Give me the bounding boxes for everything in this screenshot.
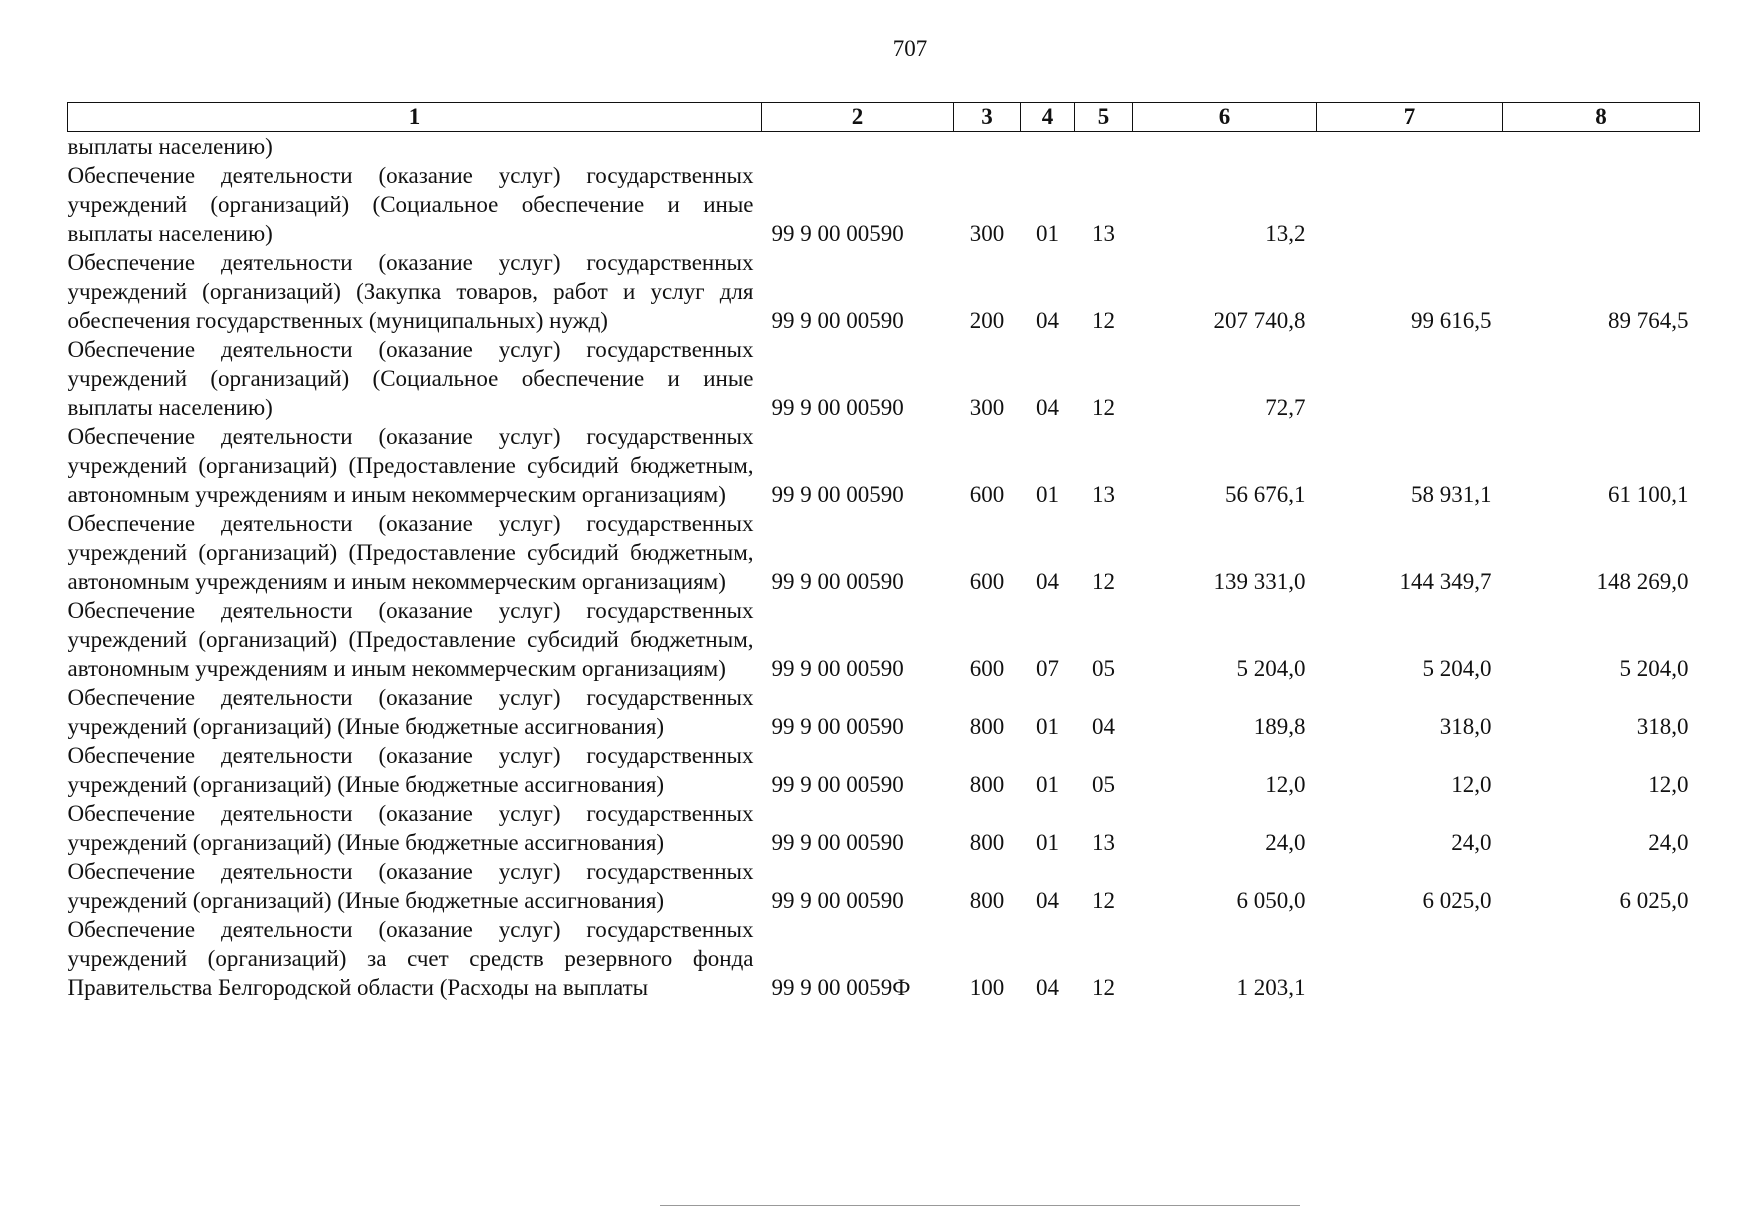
row-value-col6: 139 331,0 bbox=[1213, 569, 1306, 594]
row-target-code: 99 9 00 00590 bbox=[771, 656, 904, 681]
row-subsection bbox=[1075, 132, 1133, 162]
row-value-col8: 12,0 bbox=[1648, 772, 1689, 797]
row-value-col8: 5 204,0 bbox=[1619, 656, 1689, 681]
table-row bbox=[68, 741, 1700, 799]
row-section bbox=[1021, 132, 1075, 162]
row-subsection: 12 bbox=[1092, 888, 1115, 913]
row-expense-type: 600 bbox=[969, 482, 1005, 507]
row-section: 07 bbox=[1036, 656, 1059, 681]
header-col-5: 5 bbox=[1075, 103, 1133, 132]
row-value-col7: 58 931,1 bbox=[1411, 482, 1492, 507]
row-value-col7: 24,0 bbox=[1451, 830, 1492, 855]
row-value-col7: 12,0 bbox=[1451, 772, 1492, 797]
row-subsection: 13 bbox=[1092, 830, 1115, 855]
row-name: Обеспечение деятельности (оказание услуг) государственных учреждений (организаций) (Предоставление субсидий бюджетным, автономным учреждениям и иным некоммерческим организациям) bbox=[67, 511, 754, 594]
header-col-6: 6 bbox=[1133, 103, 1317, 132]
row-expense-type: 800 bbox=[969, 714, 1005, 739]
row-section: 04 bbox=[1036, 395, 1059, 420]
row-value-col7: 318,0 bbox=[1439, 714, 1492, 739]
row-value-col8 bbox=[1503, 161, 1700, 248]
row-target-code: 99 9 00 00590 bbox=[771, 569, 904, 594]
table-row bbox=[68, 799, 1700, 857]
row-expense-type: 600 bbox=[969, 569, 1005, 594]
row-value-col8 bbox=[1503, 132, 1700, 162]
row-value-col6: 189,8 bbox=[1253, 714, 1306, 739]
row-section: 01 bbox=[1036, 482, 1059, 507]
row-target-code: 99 9 00 00590 bbox=[771, 221, 904, 246]
table-row bbox=[68, 857, 1700, 915]
row-value-col6: 13,2 bbox=[1265, 221, 1306, 246]
row-name: Обеспечение деятельности (оказание услуг) государственных учреждений (организаций) (Иные бюджетные ассигнования) bbox=[67, 859, 754, 913]
row-subsection: 04 bbox=[1092, 714, 1115, 739]
row-target-code: 99 9 00 00590 bbox=[771, 308, 904, 333]
table-row bbox=[68, 509, 1700, 596]
row-subsection: 12 bbox=[1092, 569, 1115, 594]
row-value-col6 bbox=[1133, 132, 1317, 162]
row-name: выплаты населению) bbox=[67, 134, 273, 159]
row-value-col6: 72,7 bbox=[1265, 395, 1306, 420]
row-value-col7 bbox=[1317, 161, 1503, 248]
row-target-code bbox=[762, 132, 954, 162]
header-col-3: 3 bbox=[954, 103, 1021, 132]
row-section: 01 bbox=[1036, 221, 1059, 246]
row-name: Обеспечение деятельности (оказание услуг) государственных учреждений (организаций) (Социальное обеспечение и иные выплаты населению) bbox=[67, 163, 754, 246]
row-name: Обеспечение деятельности (оказание услуг) государственных учреждений (организаций) (Социальное обеспечение и иные выплаты населению) bbox=[67, 337, 754, 420]
row-value-col8: 61 100,1 bbox=[1608, 482, 1689, 507]
row-name: Обеспечение деятельности (оказание услуг) государственных учреждений (организаций) за счет средств резервного фонда Правительства Белгородской области (Расходы на выплаты bbox=[67, 917, 754, 1000]
table-row bbox=[68, 335, 1700, 422]
budget-table bbox=[67, 102, 1700, 1002]
row-value-col7 bbox=[1317, 132, 1503, 162]
row-value-col6: 56 676,1 bbox=[1225, 482, 1306, 507]
row-value-col8: 24,0 bbox=[1648, 830, 1689, 855]
page-number: 707 bbox=[892, 36, 928, 61]
row-value-col7 bbox=[1317, 335, 1503, 422]
header-col-1: 1 bbox=[68, 103, 762, 132]
row-section: 04 bbox=[1036, 975, 1059, 1000]
row-subsection: 13 bbox=[1092, 482, 1115, 507]
row-name: Обеспечение деятельности (оказание услуг) государственных учреждений (организаций) (Предоставление субсидий бюджетным, автономным учреждениям и иным некоммерческим организациям) bbox=[67, 424, 754, 507]
row-expense-type: 200 bbox=[969, 308, 1005, 333]
row-target-code: 99 9 00 00590 bbox=[771, 772, 904, 797]
row-subsection: 12 bbox=[1092, 308, 1115, 333]
row-section: 01 bbox=[1036, 772, 1059, 797]
row-name: Обеспечение деятельности (оказание услуг) государственных учреждений (организаций) (Закупка товаров, работ и услуг для обеспечения государственных (муниципальных) нужд) bbox=[67, 250, 754, 333]
row-value-col8: 6 025,0 bbox=[1619, 888, 1689, 913]
row-expense-type: 100 bbox=[969, 975, 1005, 1000]
row-value-col7: 6 025,0 bbox=[1422, 888, 1492, 913]
row-target-code: 99 9 00 00590 bbox=[771, 714, 904, 739]
header-col-4: 4 bbox=[1021, 103, 1075, 132]
row-value-col7: 99 616,5 bbox=[1411, 308, 1492, 333]
row-target-code: 99 9 00 00590 bbox=[771, 830, 904, 855]
row-expense-type: 800 bbox=[969, 772, 1005, 797]
row-expense-type: 600 bbox=[969, 656, 1005, 681]
row-value-col6: 12,0 bbox=[1265, 772, 1306, 797]
row-target-code: 99 9 00 0059Ф bbox=[771, 975, 911, 1000]
row-value-col8: 318,0 bbox=[1636, 714, 1689, 739]
table-row bbox=[68, 161, 1700, 248]
row-target-code: 99 9 00 00590 bbox=[771, 482, 904, 507]
row-subsection: 12 bbox=[1092, 395, 1115, 420]
table-header-row bbox=[68, 103, 1700, 132]
row-value-col7: 5 204,0 bbox=[1422, 656, 1492, 681]
table-row bbox=[68, 248, 1700, 335]
row-target-code: 99 9 00 00590 bbox=[771, 395, 904, 420]
row-subsection: 13 bbox=[1092, 221, 1115, 246]
row-name: Обеспечение деятельности (оказание услуг) государственных учреждений (организаций) (Иные бюджетные ассигнования) bbox=[67, 801, 754, 855]
row-name: Обеспечение деятельности (оказание услуг) государственных учреждений (организаций) (Иные бюджетные ассигнования) bbox=[67, 685, 754, 739]
row-expense-type bbox=[954, 132, 1021, 162]
row-value-col6: 6 050,0 bbox=[1236, 888, 1306, 913]
row-section: 01 bbox=[1036, 830, 1059, 855]
row-value-col8 bbox=[1503, 335, 1700, 422]
row-value-col6: 5 204,0 bbox=[1236, 656, 1306, 681]
table-row bbox=[68, 683, 1700, 741]
row-section: 01 bbox=[1036, 714, 1059, 739]
header-col-7: 7 bbox=[1317, 103, 1503, 132]
table-row bbox=[68, 422, 1700, 509]
row-subsection: 05 bbox=[1092, 772, 1115, 797]
row-section: 04 bbox=[1036, 569, 1059, 594]
row-value-col7 bbox=[1317, 915, 1503, 1002]
row-value-col8 bbox=[1503, 915, 1700, 1002]
header-col-2: 2 bbox=[762, 103, 954, 132]
row-section: 04 bbox=[1036, 308, 1059, 333]
row-value-col6: 24,0 bbox=[1265, 830, 1306, 855]
row-value-col6: 207 740,8 bbox=[1213, 308, 1306, 333]
row-value-col8: 148 269,0 bbox=[1596, 569, 1689, 594]
row-subsection: 05 bbox=[1092, 656, 1115, 681]
row-section: 04 bbox=[1036, 888, 1059, 913]
row-expense-type: 800 bbox=[969, 830, 1005, 855]
table-row bbox=[68, 132, 1700, 162]
row-expense-type: 300 bbox=[969, 395, 1005, 420]
row-target-code: 99 9 00 00590 bbox=[771, 888, 904, 913]
row-subsection: 12 bbox=[1092, 975, 1115, 1000]
row-value-col8: 89 764,5 bbox=[1608, 308, 1689, 333]
table-row bbox=[68, 915, 1700, 1002]
row-expense-type: 800 bbox=[969, 888, 1005, 913]
row-expense-type: 300 bbox=[969, 221, 1005, 246]
table-row bbox=[68, 596, 1700, 683]
row-value-col7: 144 349,7 bbox=[1399, 569, 1492, 594]
header-col-8: 8 bbox=[1503, 103, 1700, 132]
row-name: Обеспечение деятельности (оказание услуг) государственных учреждений (организаций) (Предоставление субсидий бюджетным, автономным учреждениям и иным некоммерческим организациям) bbox=[67, 598, 754, 681]
row-name: Обеспечение деятельности (оказание услуг) государственных учреждений (организаций) (Иные бюджетные ассигнования) bbox=[67, 743, 754, 797]
row-value-col6: 1 203,1 bbox=[1236, 975, 1306, 1000]
